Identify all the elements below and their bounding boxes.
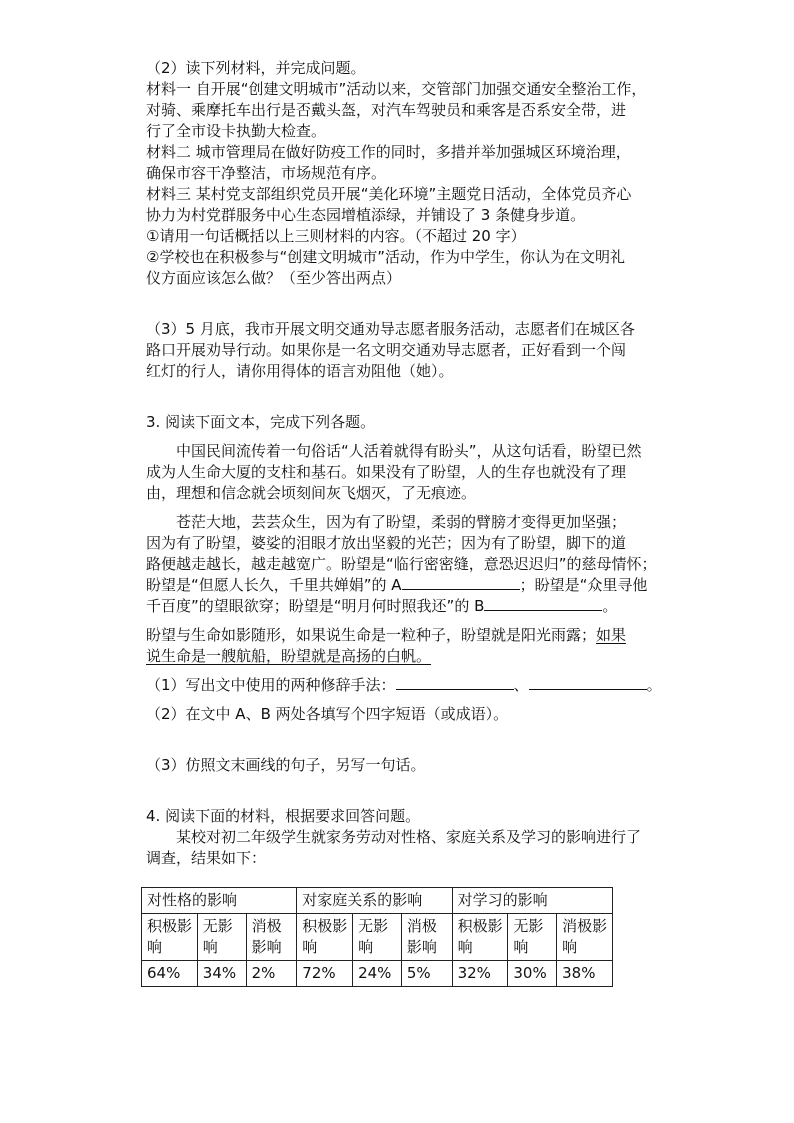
column-header: 消极影响 — [401, 914, 452, 961]
table-cell: 32% — [452, 961, 508, 987]
q3-para1-line: 成为人生命大厦的支柱和基石。如果没有了盼望，人的生存也就没有了理 — [146, 463, 627, 481]
q3-sub1 — [146, 675, 694, 696]
column-header: 消极影响 — [557, 914, 613, 961]
material1-line: 材料一 自开展“创建文明城市”活动以来，交管部门加强交通安全整治工作， — [146, 80, 647, 98]
table-subheader-row — [142, 914, 613, 961]
q3-underlined-sentence-start: 如果 — [596, 626, 627, 644]
q3-para3-line — [146, 625, 694, 646]
material1-line: 对骑、乘摩托车出行是否戴头盔，对汽车驾驶员和乘客是否系安全带，进 — [146, 101, 627, 119]
q3-sub3: （3）仿照文末画线的句子，另写一句话。 — [146, 756, 426, 774]
q3-para2-line: 因为有了盼望，婆娑的泪眼才放出坚毅的光芒；因为有了盼望，脚下的道 — [146, 534, 627, 552]
column-header: 积极影响 — [142, 914, 198, 961]
table-cell: 24% — [353, 961, 402, 987]
q3-sub2: （2）在文中 A、B 两处各填写个四字短语（或成语）。 — [146, 705, 509, 723]
q3-para2-line: 路便越走越长，越走越宽广。盼望是“临行密密缝，意恐迟迟归”的慈母情怀； — [146, 555, 657, 573]
rhetoric-blank-1[interactable] — [396, 675, 514, 690]
q2-part3-line: 红灯的行人，请你用得体的语言劝阻他（她）。 — [146, 362, 454, 380]
q3-para2-line-blank-a — [146, 575, 694, 596]
column-header: 消极影响 — [246, 914, 297, 961]
q3-title: 3. 阅读下面文本，完成下列各题。 — [146, 413, 376, 431]
q3-sub1-text: （1）写出文中使用的两种修辞手法： — [146, 676, 396, 694]
q3-para3-line — [146, 646, 694, 667]
q3-para2-text: 千百度”的望眼欲穿；盼望是“明月何时照我还”的 B — [146, 597, 485, 615]
material2-line: 确保市容干净整洁，市场规范有序。 — [146, 164, 387, 182]
table-cell: 38% — [557, 961, 613, 987]
q3-para1-line: 中国民间流传着一句俗话“人活着就得有盼头”，从这句话看，盼望已然 — [176, 442, 642, 460]
q3-underlined-sentence: 说生命是一艘航船，盼望就是高扬的白帆。 — [146, 647, 432, 665]
material2-line: 材料二 城市管理局在做好防疫工作的同时，多措并举加强城区环境治理， — [146, 143, 631, 161]
column-header: 无影响 — [508, 914, 557, 961]
q4-title: 4. 阅读下面的材料，根据要求回答问题。 — [146, 807, 421, 825]
material3-line: 材料三 某村党支部组织党员开展“美化环境”主题党日活动，全体党员齐心 — [146, 185, 632, 203]
table-cell: 34% — [197, 961, 246, 987]
table-cell: 64% — [142, 961, 198, 987]
table-header-row — [142, 888, 613, 914]
material3-line: 协力为村党群服务中心生态园增植添绿，并铺设了 3 条健身步道。 — [146, 206, 586, 224]
q2-part3-line: 路口开展劝导行动。如果你是一名文明交通劝导志愿者，正好看到一个闯 — [146, 341, 627, 359]
blank-a[interactable] — [402, 575, 520, 590]
worksheet-page — [146, 58, 694, 987]
q3-para2-text: ；盼望是“众里寻他 — [519, 576, 648, 594]
blank-b[interactable] — [484, 596, 602, 611]
q2-part3-line: （3）5 月底，我市开展文明交通劝导志愿者服务活动，志愿者们在城区各 — [146, 320, 635, 338]
q3-sub1-sep: 、 — [513, 676, 529, 694]
group-header: 对家庭关系的影响 — [297, 888, 452, 914]
column-header: 无影响 — [197, 914, 246, 961]
table-cell: 2% — [246, 961, 297, 987]
material1-line: 行了全市设卡执勤大检查。 — [146, 122, 327, 140]
q2-sub1: ①请用一句话概括以上三则材料的内容。（不超过 20 字） — [146, 227, 526, 245]
group-header: 对性格的影响 — [142, 888, 297, 914]
q3-para2-line-blank-b — [146, 596, 694, 617]
group-header: 对学习的影响 — [452, 888, 612, 914]
rhetoric-blank-2[interactable] — [529, 675, 647, 690]
column-header: 无影响 — [353, 914, 402, 961]
q3-para3-text: 盼望与生命如影随形，如果说生命是一粒种子，盼望就是阳光雨露； — [146, 626, 597, 644]
table-row — [142, 961, 613, 987]
q3-para2-text: 。 — [602, 597, 618, 615]
q3-para2-text: 盼望是“但愿人长久，千里共婵娟”的 A — [146, 576, 402, 594]
q3-para2-line: 苍茫大地，芸芸众生，因为有了盼望，柔弱的臂膀才变得更加坚强； — [176, 513, 627, 531]
table-cell: 30% — [508, 961, 557, 987]
survey-table — [141, 887, 613, 987]
q4-intro-line: 调查，结果如下： — [146, 849, 267, 867]
q2-sub2-line: ②学校也在积极参与“创建文明城市”活动，作为中学生，你认为在文明礼 — [146, 248, 625, 266]
column-header: 积极影响 — [297, 914, 353, 961]
q3-para1-line: 由，理想和信念就会顷刻间灰飞烟灭，了无痕迹。 — [146, 484, 477, 502]
table-cell: 5% — [401, 961, 452, 987]
q2-sub2-line: 仪方面应该怎么做？（至少答出两点） — [146, 269, 402, 287]
column-header: 积极影响 — [452, 914, 508, 961]
q4-intro-line: 某校对初二年级学生就家务劳动对性格、家庭关系及学习的影响进行了 — [176, 828, 642, 846]
q3-sub1-end: 。 — [646, 676, 662, 694]
q2-part2-intro: （2）读下列材料，并完成问题。 — [146, 59, 366, 77]
table-cell: 72% — [297, 961, 353, 987]
